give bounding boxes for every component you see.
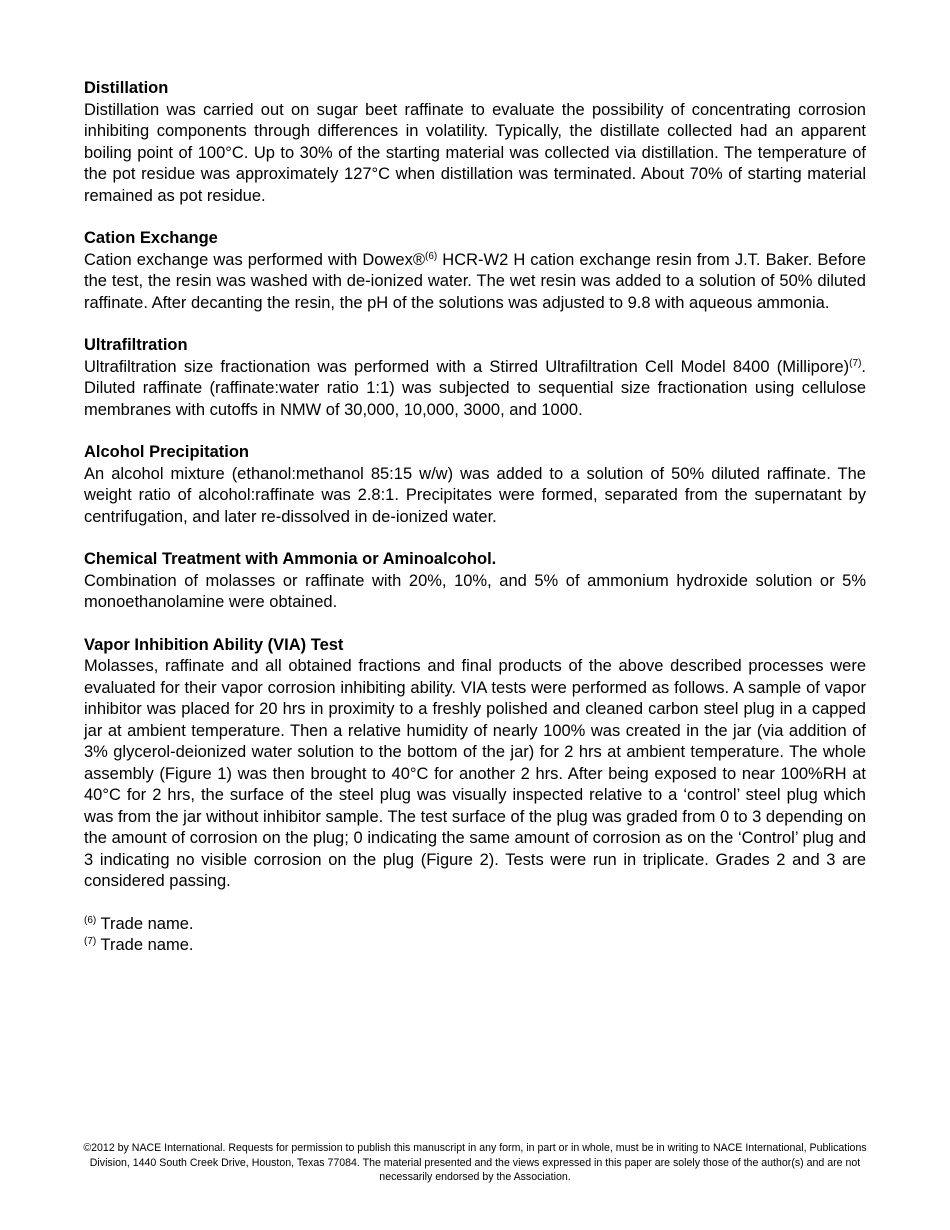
- section-paragraph: An alcohol mixture (ethanol:methanol 85:15 w/w) was added to a solution of 50% diluted raffinate. The weight ratio of alcohol:raffinate was 2.8:1. Precipitates were formed, separated from the supernatant by centrifugation, and later re-dissolved in de-ionized water.: [84, 464, 866, 526]
- section-paragraph: Molasses, raffinate and all obtained fractions and final products of the above described processes were evaluated for their vapor corrosion inhibiting ability. VIA tests were performed as follows. A sample of vapor inhibitor was placed for 20 hrs in proximity to a freshly polished and cleaned carbon steel plug in a capped jar at ambient temperature. Then a relative humidity of nearly 100% was created in the jar (via addition of 3% glycerol-deionized water solution to the bottom of the jar) for 2 hrs at ambient temperature. The whole assembly (Figure 1) was then brought to 40°C for another 2 hrs. After being exposed to near 100%RH at 40°C for 2 hrs, the surface of the steel plug was visually inspected relative to a ‘control’ steel plug which was from the jar without inhibitor sample. The test surface of the plug was graded from 0 to 3 depending on the amount of corrosion on the plug; 0 indicating the same amount of corrosion as on the ‘Control’ plug and 3 indicating no visible corrosion on the plug (Figure 2). Tests were run in triplicate. Grades 2 and 3 are considered passing.: [84, 657, 866, 890]
- section-heading: Cation Exchange: [84, 229, 218, 247]
- section-alcohol-precipitation: [84, 442, 866, 528]
- paragraph-text: Cation exchange was performed with Dowex®: [84, 250, 425, 269]
- section-heading: Vapor Inhibition Ability (VIA) Test: [84, 635, 344, 654]
- footnote: [84, 935, 866, 957]
- section-heading: Ultrafiltration: [84, 336, 188, 354]
- section-chemical-treatment: [84, 549, 866, 614]
- footnote: [84, 914, 866, 936]
- section-via-test: [84, 635, 866, 893]
- section-paragraph: [84, 357, 866, 422]
- section-distillation: [84, 78, 866, 207]
- section-paragraph: Distillation was carried out on sugar beet raffinate to evaluate the possibility of concentrating corrosion inhibiting components through differences in volatility. Typically, the distillate collected had an apparent boiling point of 100°C. Up to 30% of the starting material was collected via distillation. The temperature of the pot residue was approximately 127°C when distillation was terminated. About 70% of starting material remained as pot residue.: [84, 100, 866, 205]
- footnote-ref-6: (6): [425, 250, 438, 262]
- section-ultrafiltration: [84, 335, 866, 421]
- footnote-mark: (7): [84, 936, 97, 947]
- paragraph-text: . Diluted raffinate (raffinate:water ratio 1:1) was subjected to sequential size fractionation using cellulose membranes with cutoffs in NMW of 30,000, 10,000, 3000, and 1000.: [84, 357, 866, 419]
- footnote-mark: (6): [84, 914, 97, 926]
- paragraph-text: HCR-W2 H cation exchange resin from J.T. Baker. Before the test, the resin was washed with de-ionized water. The wet resin was added to a solution of 50% diluted raffinate. After decanting the resin, the pH of the solutions was adjusted to 9.8 with aqueous ammonia.: [84, 250, 867, 312]
- section-heading: Distillation: [84, 79, 169, 97]
- copyright-footer: ©2012 by NACE International. Requests for permission to publish this manuscript in any form, in part or in whole, must be in writing to NACE International, Publications Division, 1440 South Creek Drive, Houston, Texas 77084. The material presented and the views expressed in this paper are solely those of the author(s) and are not necessarily endorsed by the Association.: [83, 1142, 867, 1183]
- section-heading: Alcohol Precipitation: [84, 443, 250, 461]
- footnote-ref-7: (7): [849, 357, 862, 369]
- section-heading: Chemical Treatment with Ammonia or Aminoalcohol.: [84, 550, 497, 568]
- footnotes: [84, 914, 866, 957]
- section-paragraph: [84, 250, 866, 315]
- section-cation-exchange: [84, 228, 866, 314]
- footnote-text: Trade name.: [96, 914, 194, 933]
- section-paragraph: Combination of molasses or raffinate with 20%, 10%, and 5% of ammonium hydroxide solution or 5% monoethanolamine were obtained.: [84, 571, 866, 611]
- paragraph-text: Ultrafiltration size fractionation was performed with a Stirred Ultrafiltration Cell Model 8400 (Millipore): [84, 357, 850, 376]
- document-body: [84, 78, 866, 957]
- footnote-text: Trade name.: [96, 936, 194, 954]
